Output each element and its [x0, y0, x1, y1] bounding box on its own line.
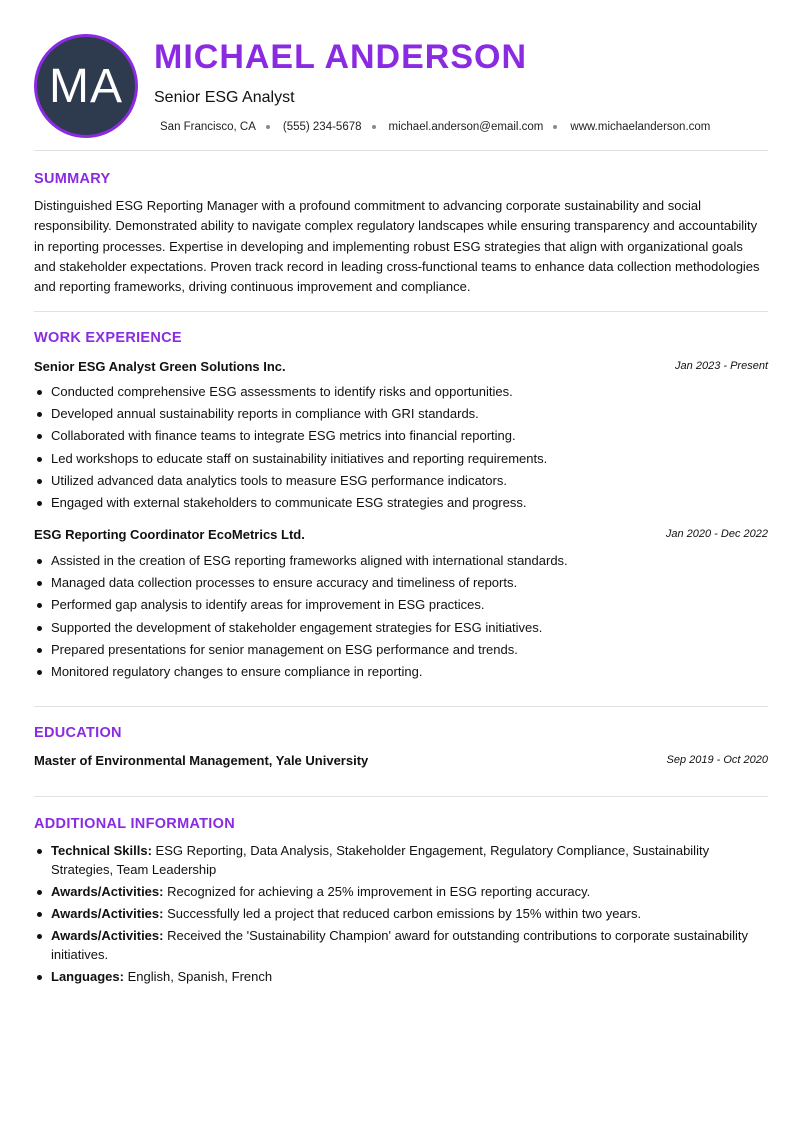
contact-location: San Francisco, CA — [160, 121, 256, 133]
separator-dot-icon — [372, 125, 376, 129]
divider — [34, 150, 768, 151]
list-item: Supported the development of stakeholder engagement strategies for ESG initiatives. — [34, 619, 768, 641]
education-dates: Sep 2019 - Oct 2020 — [666, 754, 768, 766]
item-text: ESG Reporting, Data Analysis, Stakeholder Engagement, Regulatory Compliance, Sustainability Strategies, Team Leadership — [51, 843, 710, 877]
item-text: Successfully led a project that reduced carbon emissions by 15% within two years. — [167, 906, 642, 922]
contact-line — [160, 121, 710, 133]
list-item — [34, 842, 768, 879]
avatar: MA — [34, 34, 138, 138]
list-item: Utilized advanced data analytics tools to measure ESG performance indicators. — [34, 472, 768, 494]
list-item — [34, 927, 768, 964]
item-label: Languages: — [51, 969, 124, 985]
item-text: Received the 'Sustainability Champion' award for outstanding contributions to corporate sustainability initiatives. — [51, 928, 748, 962]
list-item: Developed annual sustainability reports in compliance with GRI standards. — [34, 405, 768, 427]
additional-heading: ADDITIONAL INFORMATION — [34, 816, 235, 832]
contact-phone: (555) 234-5678 — [282, 121, 362, 133]
list-item — [34, 905, 768, 924]
list-item — [34, 968, 768, 987]
job-dates: Jan 2020 - Dec 2022 — [665, 528, 768, 540]
item-label: Awards/Activities: — [51, 906, 164, 922]
list-item: Engaged with external stakeholders to communicate ESG strategies and progress. — [34, 494, 768, 516]
additional-list — [34, 842, 768, 990]
job-bullets — [34, 383, 768, 516]
list-item: Assisted in the creation of ESG reporting frameworks aligned with international standards. — [34, 552, 768, 574]
list-item: Performed gap analysis to identify areas for improvement in ESG practices. — [34, 596, 768, 618]
list-item: Monitored regulatory changes to ensure compliance in reporting. — [34, 663, 768, 685]
job-header — [34, 359, 768, 377]
resume-header — [34, 34, 768, 138]
experience-heading: WORK EXPERIENCE — [34, 330, 182, 346]
contact-email[interactable]: michael.anderson@email.com — [388, 121, 544, 133]
item-label: Technical Skills: — [51, 843, 152, 858]
separator-dot-icon — [553, 125, 557, 129]
summary-heading: SUMMARY — [34, 171, 111, 187]
list-item: Managed data collection processes to ensure accuracy and timeliness of reports. — [34, 574, 768, 596]
list-item: Prepared presentations for senior management on ESG performance and trends. — [34, 641, 768, 663]
divider — [34, 796, 768, 797]
divider — [34, 706, 768, 707]
separator-dot-icon — [266, 125, 270, 129]
item-label: Awards/Activities: — [51, 928, 164, 944]
education-entry — [34, 753, 768, 771]
job-role: ESG Reporting Coordinator EcoMetrics Ltd. — [34, 527, 305, 542]
summary-text: Distinguished ESG Reporting Manager with a profound commitment to advancing corporate sustainability and social responsibility. Demonstrated ability to navigate complex regulatory landscapes while ensuring transparency and accountability in reporting processes. Expertise in developing and implementing robust ESG strategies that align with organizational goals and stakeholder expectations. Proven track record in leading cross-functional teams to enhance data collection methodologies and reporting frameworks, driving continuous improvement and compliance. — [34, 198, 760, 295]
list-item — [34, 883, 768, 902]
item-label: Awards/Activities: — [51, 883, 164, 899]
divider — [34, 311, 768, 312]
job-dates: Jan 2023 - Present — [675, 360, 768, 372]
degree: Master of Environmental Management, Yale University — [34, 753, 369, 768]
education-heading: EDUCATION — [34, 725, 122, 741]
candidate-name: MICHAEL ANDERSON — [154, 38, 528, 76]
list-item: Led workshops to educate staff on sustainability initiatives and reporting requirements. — [34, 450, 768, 472]
item-text: Recognized for achieving a 25% improvement in ESG reporting accuracy. — [167, 883, 591, 899]
job-header — [34, 527, 768, 545]
list-item: Conducted comprehensive ESG assessments to identify risks and opportunities. — [34, 383, 768, 405]
item-text: English, Spanish, French — [127, 969, 273, 985]
contact-website[interactable]: www.michaelanderson.com — [570, 121, 711, 133]
list-item: Collaborated with finance teams to integrate ESG metrics into financial reporting. — [34, 427, 768, 449]
job-role: Senior ESG Analyst Green Solutions Inc. — [34, 359, 286, 374]
candidate-title: Senior ESG Analyst — [154, 89, 295, 106]
job-bullets — [34, 552, 768, 685]
